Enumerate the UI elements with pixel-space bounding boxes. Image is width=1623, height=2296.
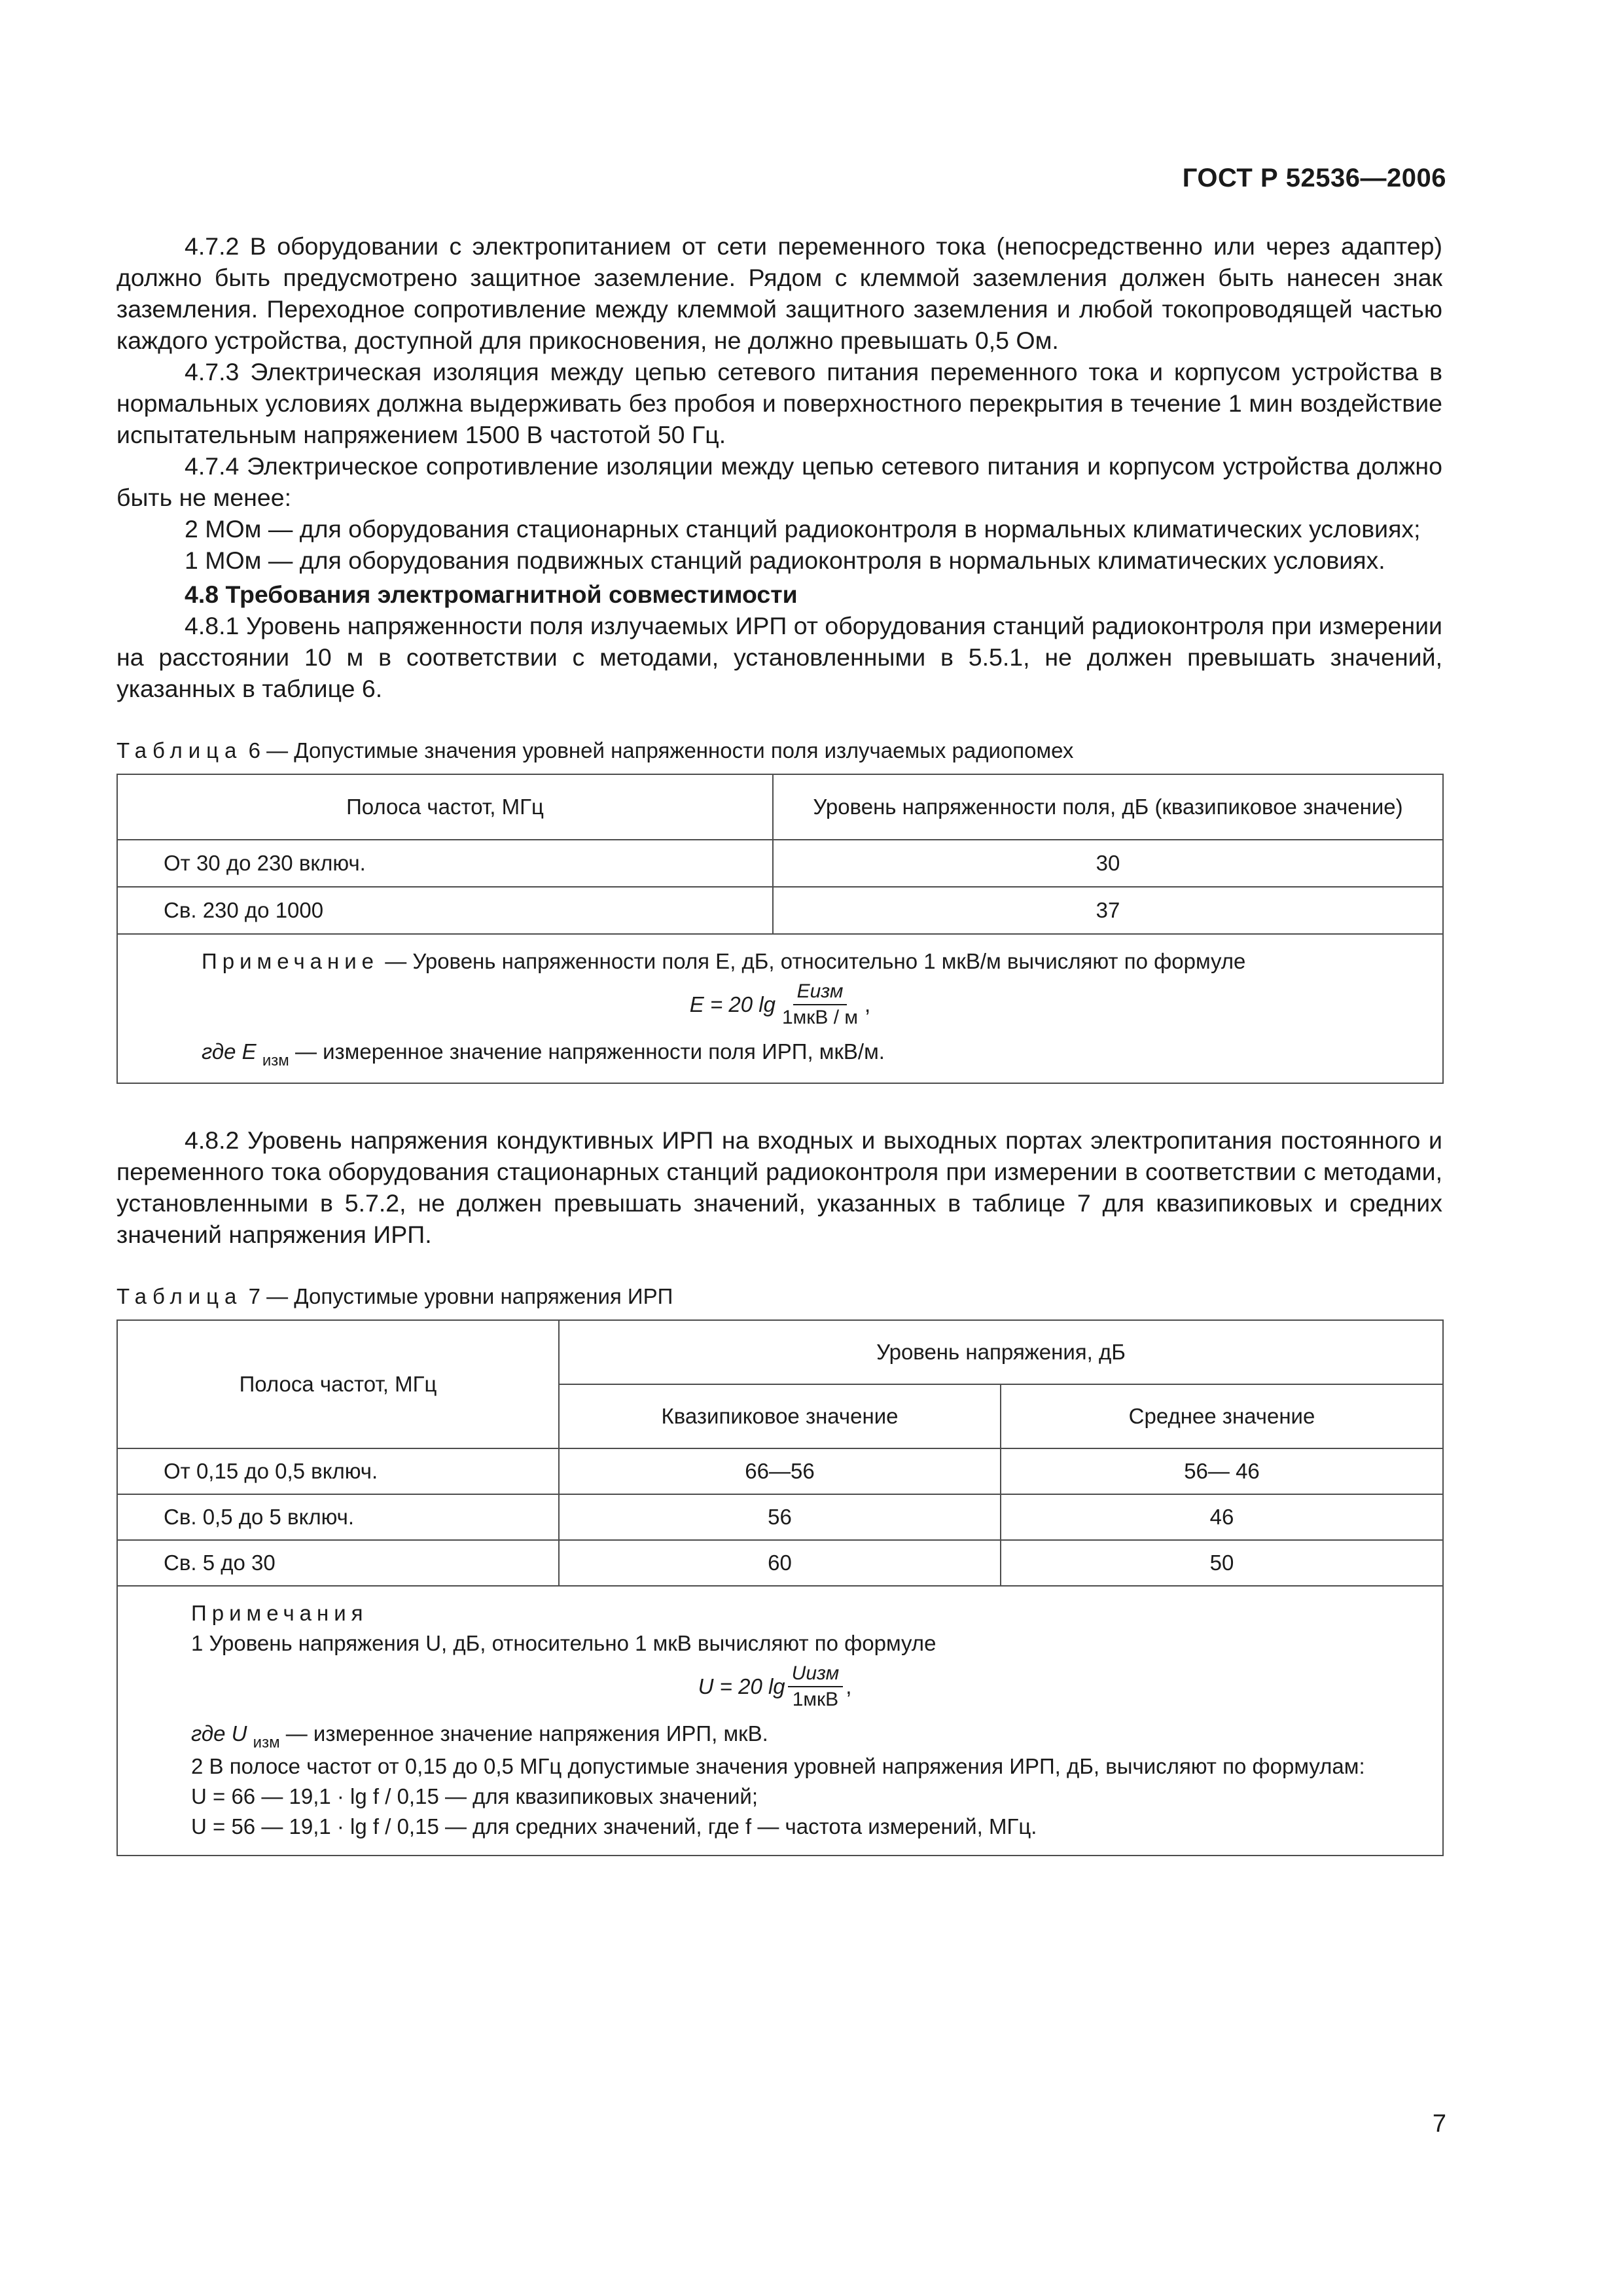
table-cell: 30 xyxy=(773,840,1443,887)
table-7-notes xyxy=(117,1586,1443,1856)
note-1: 1 Уровень напряжения U, дБ, относительно 1 мкВ вычисляют по формуле xyxy=(191,1631,936,1655)
table-6-where-line xyxy=(144,1037,1416,1069)
where-text: — измеренное значение напряженности поля ИРП, мкВ/м. xyxy=(294,1039,885,1064)
table-cell: 56 xyxy=(559,1494,1001,1540)
table-7-formula xyxy=(134,1661,1416,1712)
table-6-caption-word: Таблица xyxy=(116,738,243,762)
formula-average: U = 56 — 19,1 · lg f / 0,15 — для средних значений, где f — частота измерений, МГц. xyxy=(191,1814,1037,1839)
where-text: — измеренное значение напряжения ИРП, мкВ. xyxy=(285,1721,768,1746)
table-6-note-row xyxy=(117,934,1443,1083)
table-cell: Св. 5 до 30 xyxy=(117,1540,559,1586)
table-6 xyxy=(116,774,1444,1084)
table-6-note-line xyxy=(144,946,1416,977)
table-cell: Св. 0,5 до 5 включ. xyxy=(117,1494,559,1540)
formula-fraction xyxy=(788,1661,844,1712)
page-number: 7 xyxy=(1432,2110,1446,2138)
table-6-header-band: Полоса частот, МГц xyxy=(117,774,773,840)
formula-fraction xyxy=(778,979,862,1030)
paragraph-4-7-3: 4.7.3 Электрическая изоляция между цепью сетевого питания переменного тока и корпусом устройства в нормальных условиях должна выдерживать без пробоя и поверхностного перекрытия в течение 1 мин воздействие испытательным напряжением 1500 В частотой 50 Гц. xyxy=(116,358,1442,448)
table-7 xyxy=(116,1319,1444,1856)
table-7-notes-row xyxy=(117,1586,1443,1856)
formula-quasipeak: U = 66 — 19,1 · lg f / 0,15 — для квазипиковых значений; xyxy=(191,1784,758,1808)
table-row xyxy=(117,887,1443,934)
table-7-header-quasipeak: Квазипиковое значение xyxy=(559,1384,1001,1448)
formula-numerator: Uизм xyxy=(788,1661,844,1687)
formula-numerator: Eизм xyxy=(793,979,847,1005)
paragraph-4-7-2: 4.7.2 В оборудовании с электропитанием от сети переменного тока (непосредственно или через адаптер) должно быть предусмотрено защитное заземление. Рядом с клеммой заземления должен быть нанесен знак заземления. Переходное сопротивление между клеммой защитного заземления и любой токопроводящей частью каждого устройства, доступной для прикосновения, не должно превышать 0,5 Ом. xyxy=(116,232,1442,354)
paragraph-4-7-4: 4.7.4 Электрическое сопротивление изоляции между цепью сетевого питания и корпусом устройства должно быть не менее: xyxy=(116,452,1442,511)
notes-label-line xyxy=(134,1598,1416,1628)
page-content xyxy=(116,230,1442,1856)
table-6-caption xyxy=(116,737,1442,764)
section-heading-4-8: 4.8 Требования электромагнитной совместимости xyxy=(185,581,798,608)
table-cell: 37 xyxy=(773,887,1443,934)
where-subscript: изм xyxy=(253,1734,280,1751)
table-cell: Св. 230 до 1000 xyxy=(117,887,773,934)
table-7-where-line xyxy=(134,1719,1416,1751)
table-cell: 66—56 xyxy=(559,1448,1001,1494)
where-symbol: где E xyxy=(202,1039,257,1064)
where-subscript: изм xyxy=(262,1052,289,1069)
table-cell: 56— 46 xyxy=(1001,1448,1443,1494)
paragraph-4-7-4-item-2: 1 МОм — для оборудования подвижных станций радиоконтроля в нормальных климатических условиях. xyxy=(185,547,1385,574)
note-label: Примечание xyxy=(202,949,380,973)
table-7-header-average: Среднее значение xyxy=(1001,1384,1443,1448)
table-6-note xyxy=(117,934,1443,1083)
table-cell: 60 xyxy=(559,1540,1001,1586)
table-cell: От 30 до 230 включ. xyxy=(117,840,773,887)
table-6-caption-text: 6 — Допустимые значения уровней напряженности поля излучаемых радиопомех xyxy=(248,738,1074,762)
table-row xyxy=(117,1494,1443,1540)
table-6-header-level: Уровень напряженности поля, дБ (квазипиковое значение) xyxy=(773,774,1443,840)
table-7-header-level: Уровень напряжения, дБ xyxy=(559,1320,1443,1384)
notes-label: Примечания xyxy=(191,1601,368,1625)
formula-denominator: 1мкВ / м xyxy=(781,1007,859,1028)
document-code: ГОСТ Р 52536—2006 xyxy=(1182,164,1446,192)
table-cell: От 0,15 до 0,5 включ. xyxy=(117,1448,559,1494)
formula-tail: , xyxy=(865,992,871,1016)
paragraph-4-8-2: 4.8.2 Уровень напряжения кондуктивных ИРП на входных и выходных портах электропитания постоянного и переменного тока оборудования стационарных станций радиоконтроля при измерении в соответствии с методами, установленными в 5.7.2, не должен превышать значений, указанных в таблице 7 для квазипиковых и средних значений напряжения ИРП. xyxy=(116,1126,1442,1248)
table-7-caption xyxy=(116,1283,1442,1310)
formula-lhs: U = 20 lg xyxy=(698,1674,785,1698)
table-6-formula xyxy=(144,979,1416,1030)
table-row xyxy=(117,1448,1443,1494)
table-7-caption-word: Таблица xyxy=(116,1284,243,1308)
formula-tail: , xyxy=(846,1674,852,1698)
paragraph-4-7-4-item-1: 2 МОм — для оборудования стационарных станций радиоконтроля в нормальных климатических условиях; xyxy=(185,515,1421,543)
where-symbol: где U xyxy=(191,1721,247,1746)
paragraph-4-8-1: 4.8.1 Уровень напряженности поля излучаемых ИРП от оборудования станций радиоконтроля при измерении на расстоянии 10 м в соответствии с методами, установленными в 5.5.1, не должен превышать значений, указанных в таблице 6. xyxy=(116,612,1442,702)
table-row xyxy=(117,1540,1443,1586)
table-row xyxy=(117,840,1443,887)
formula-lhs: E = 20 lg xyxy=(689,992,776,1016)
table-7-header-row-1 xyxy=(117,1320,1443,1384)
table-7-caption-text: 7 — Допустимые уровни напряжения ИРП xyxy=(248,1284,673,1308)
table-6-header-row xyxy=(117,774,1443,840)
table-cell: 46 xyxy=(1001,1494,1443,1540)
formula-denominator: 1мкВ xyxy=(792,1689,839,1710)
note-text: — Уровень напряженности поля E, дБ, относительно 1 мкВ/м вычисляют по формуле xyxy=(385,949,1246,973)
table-cell: 50 xyxy=(1001,1540,1443,1586)
note-2: 2 В полосе частот от 0,15 до 0,5 МГц допустимые значения уровней напряжения ИРП, дБ, вычисляют по формулам: xyxy=(191,1754,1365,1778)
table-7-header-band: Полоса частот, МГц xyxy=(117,1320,559,1448)
